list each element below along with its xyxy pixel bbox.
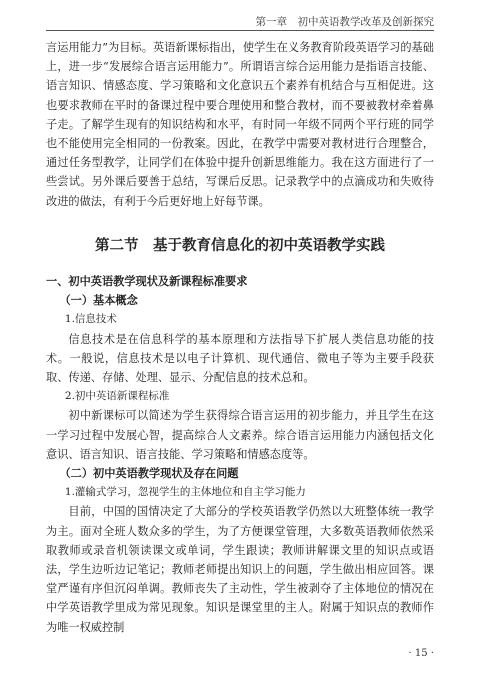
heading-basic-concepts: （一）基本概念 [59,294,138,308]
heading-status-problems: （二）初中英语教学现状及存在问题 [59,467,239,481]
heading-curriculum: 2.初中英语新课程标准 [64,390,170,403]
running-head: 第一章 初中英语教学改革及创新探究 [255,16,434,28]
heading-cramming: 1.灌输式学习，忽视学生的主体地位和自主学习能力 [64,486,306,499]
page-number: · 15 · [408,648,434,659]
section-title: 第二节 基于教育信息化的初中英语教学实践 [95,237,385,254]
paragraph-curriculum: 初中新课标可以简述为学生获得综合语言运用的初步能力，并且学生在这一学习过程中发展心智，提高综合人文素养。综合语言运用能力内涵包括文化意识、语言知识、语言技能、学习策略和情感态度等。 [46,409,434,461]
heading-level-1: 一、初中英语教学现状及新课程标准要求 [46,275,248,289]
paragraph-info-tech: 信息技术是在信息科学的基本原理和方法指导下扩展人类信息功能的技术。一般说，信息技术是以电子计算机、现代通信、微电子等为主要手段获取、传递、存储、处理、显示、分配信息的技术总和。 [46,332,434,385]
header-rule [46,30,434,31]
paragraph-continued: 言运用能力”为目标。英语新课标指出，使学生在义务教育阶段英语学习的基础上，进一步“发展综合语言运用能力”。所谓语言综合运用能力是指语言技能、语言知识、情感态度、学习策略和文化意识五个素养有机结合与互相促进。这也要求教师在平时的备课过程中要合理使用和整合教材，而不要被教材牵着鼻子走。了解学生现有的知识结构和水平，有时同一年级不同两个平行班的同学也不能使用完全相同的一份教案。因此，在教学中需要对教材进行合理整合，通过任务型教学，让同学们在体验中提升创新思维能力。我在这方面进行了一些尝试。另外课后要善于总结，写课后反思。记录教学中的点滴成功和失败待改进的做法，有利于今后更好地上好每节课。 [46,41,434,208]
body-text [46,38,434,637]
heading-info-tech: 1.信息技术 [64,313,117,326]
paragraph-status: 目前，中国的国情决定了大部分的学校英语教学仍然以大班整体统一教学为主。面对全班人数众多的学生，为了方便课堂管理，大多数英语教师依然采取教师或录音机领读课文或单词，学生跟读；教师讲解课文里的知识点或语法，学生边听边记笔记；教师老师提出知识上的问题，学生做出相应回答。课堂严谨有序但沉闷单调。教师丧失了主动性，学生被剥夺了主体地位的情况在中学英语教学里成为常见现象。知识是课堂里的主人。附属于知识点的教师作为唯一权威控制 [46,505,434,634]
